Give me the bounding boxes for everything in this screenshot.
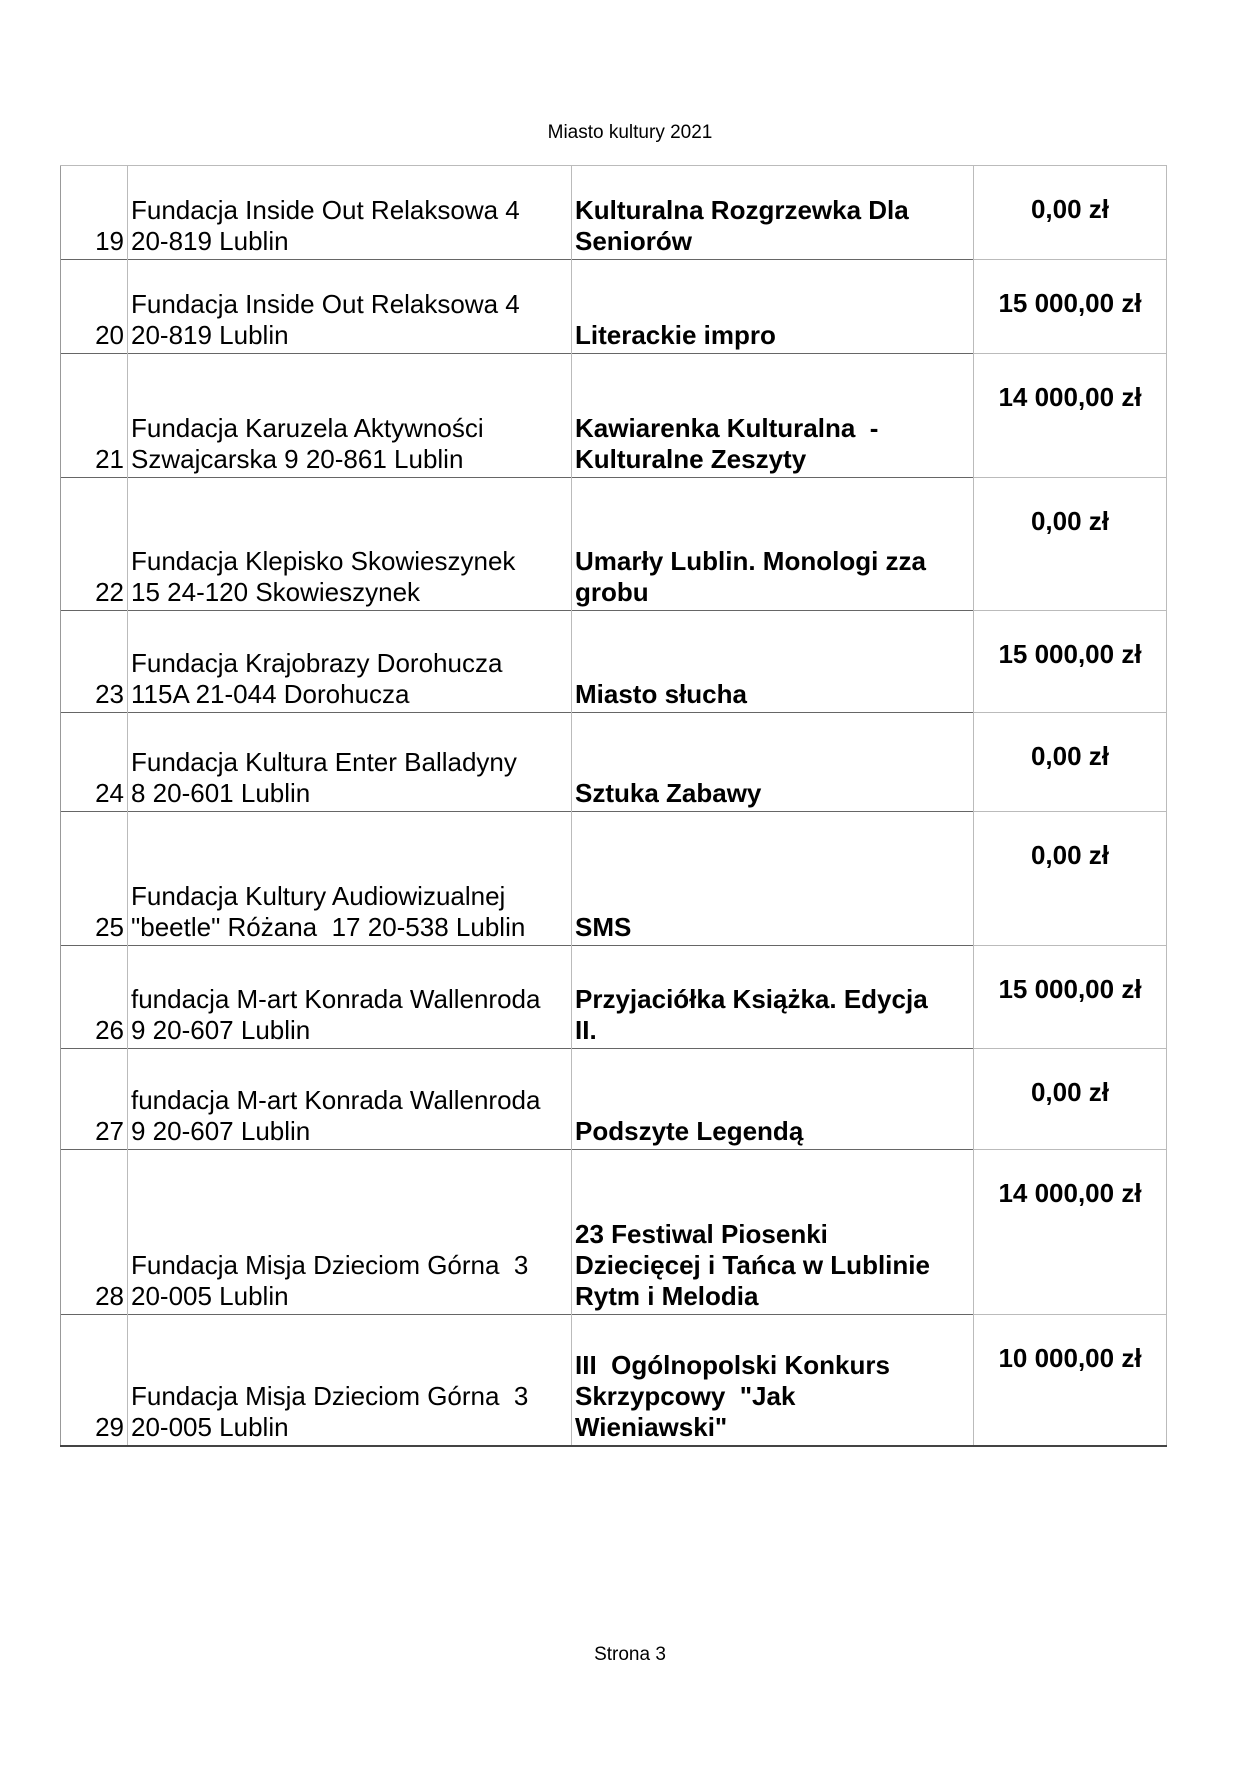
project-title-line: Kulturalna Rozgrzewka Dla [575, 195, 909, 225]
organization-line: Fundacja Kultura Enter Balladyny [131, 747, 517, 777]
project-title-line: Umarły Lublin. Monologi zza [575, 546, 926, 576]
grant-amount: 0,00 zł [974, 166, 1167, 260]
organization-line: Fundacja Misja Dzieciom Górna 3 [131, 1250, 529, 1280]
row-number: 28 [61, 1150, 128, 1315]
organization-cell [128, 1049, 572, 1150]
organization-line: fundacja M-art Konrada Wallenroda [131, 1085, 541, 1115]
project-title-cell [572, 354, 974, 478]
organization-line: 20-005 Lublin [131, 1281, 289, 1311]
row-number: 26 [61, 946, 128, 1049]
project-title-line: Literackie impro [575, 320, 776, 350]
organization-cell [128, 166, 572, 260]
table-row [61, 1049, 1167, 1150]
grants-table [60, 165, 1167, 1447]
project-title-cell [572, 166, 974, 260]
row-number: 27 [61, 1049, 128, 1150]
project-title-cell [572, 1049, 974, 1150]
project-title-line: Sztuka Zabawy [575, 778, 762, 808]
row-number: 25 [61, 812, 128, 946]
organization-cell [128, 946, 572, 1049]
row-number: 23 [61, 611, 128, 713]
project-title-cell [572, 812, 974, 946]
table-row [61, 260, 1167, 354]
project-title-line: Kulturalne Zeszyty [575, 444, 807, 474]
grant-amount: 15 000,00 zł [974, 611, 1167, 713]
organization-line: 9 20-607 Lublin [131, 1116, 311, 1146]
project-title-cell [572, 946, 974, 1049]
grant-amount: 0,00 zł [974, 713, 1167, 812]
project-title-line: Przyjaciółka Książka. Edycja [575, 984, 928, 1014]
page-number: Strona 3 [594, 1644, 666, 1665]
page-header: Miasto kultury 2021 [547, 122, 713, 143]
row-number: 19 [61, 166, 128, 260]
organization-line: Fundacja Klepisko Skowieszynek [131, 546, 516, 576]
project-title-line: 23 Festiwal Piosenki [575, 1219, 828, 1249]
project-title-cell [572, 478, 974, 611]
organization-cell [128, 1315, 572, 1446]
project-title-cell [572, 611, 974, 713]
table-row [61, 478, 1167, 611]
organization-cell [128, 611, 572, 713]
grant-amount: 15 000,00 zł [974, 946, 1167, 1049]
organization-line: Szwajcarska 9 20-861 Lublin [131, 444, 464, 474]
table-row [61, 946, 1167, 1049]
grant-amount: 15 000,00 zł [974, 260, 1167, 354]
organization-line: fundacja M-art Konrada Wallenroda [131, 984, 541, 1014]
row-number: 29 [61, 1315, 128, 1446]
organization-line: 20-819 Lublin [131, 320, 289, 350]
organization-line: Fundacja Krajobrazy Dorohucza [131, 648, 503, 678]
organization-line: Fundacja Inside Out Relaksowa 4 [131, 289, 520, 319]
organization-line: 15 24-120 Skowieszynek [131, 577, 421, 607]
organization-line: 8 20-601 Lublin [131, 778, 311, 808]
table-row [61, 354, 1167, 478]
organization-line: Fundacja Inside Out Relaksowa 4 [131, 195, 520, 225]
grant-amount: 0,00 zł [974, 812, 1167, 946]
grant-amount: 0,00 zł [974, 1049, 1167, 1150]
project-title-cell [572, 260, 974, 354]
table-row [61, 166, 1167, 260]
project-title-line: Podszyte Legendą [575, 1116, 804, 1146]
organization-line: Fundacja Karuzela Aktywności [131, 413, 484, 443]
project-title-line: Wieniawski" [575, 1411, 728, 1442]
grant-amount: 0,00 zł [974, 478, 1167, 611]
project-title-cell [572, 1150, 974, 1315]
organization-cell [128, 354, 572, 478]
project-title-line: Rytm i Melodia [575, 1281, 759, 1311]
organization-cell [128, 713, 572, 812]
organization-cell [128, 260, 572, 354]
project-title-line: Dziecięcej i Tańca w Lublinie [575, 1250, 930, 1280]
project-title-line: Miasto słucha [575, 679, 747, 709]
table-row [61, 1315, 1167, 1446]
table-row [61, 713, 1167, 812]
table-row [61, 611, 1167, 713]
row-number: 20 [61, 260, 128, 354]
project-title-line: II. [575, 1015, 597, 1045]
organization-cell [128, 812, 572, 946]
organization-line: Fundacja Kultury Audiowizualnej [131, 881, 506, 911]
organization-line: 9 20-607 Lublin [131, 1015, 311, 1045]
project-title-line: SMS [575, 912, 632, 942]
row-number: 22 [61, 478, 128, 611]
grant-amount: 14 000,00 zł [974, 1150, 1167, 1315]
project-title-cell [572, 713, 974, 812]
project-title-cell [572, 1315, 974, 1446]
grant-amount: 14 000,00 zł [974, 354, 1167, 478]
table-row [61, 812, 1167, 946]
grant-amount: 10 000,00 zł [974, 1315, 1167, 1446]
organization-cell [128, 478, 572, 611]
organization-cell [128, 1150, 572, 1315]
organization-line: Fundacja Misja Dzieciom Górna 3 [131, 1380, 529, 1411]
organization-line: 115A 21-044 Dorohucza [131, 679, 410, 709]
project-title-line: grobu [575, 577, 649, 607]
organization-line: 20-005 Lublin [131, 1411, 289, 1442]
project-title-line: Kawiarenka Kulturalna - [575, 413, 879, 443]
organization-line: 20-819 Lublin [131, 226, 289, 256]
project-title-line: Seniorów [575, 226, 693, 256]
project-title-line: Skrzypcowy "Jak [575, 1380, 796, 1411]
organization-line: "beetle" Różana 17 20-538 Lublin [131, 912, 526, 942]
project-title-line: III Ogólnopolski Konkurs [575, 1349, 890, 1380]
row-number: 21 [61, 354, 128, 478]
row-number: 24 [61, 713, 128, 812]
table-row [61, 1150, 1167, 1315]
